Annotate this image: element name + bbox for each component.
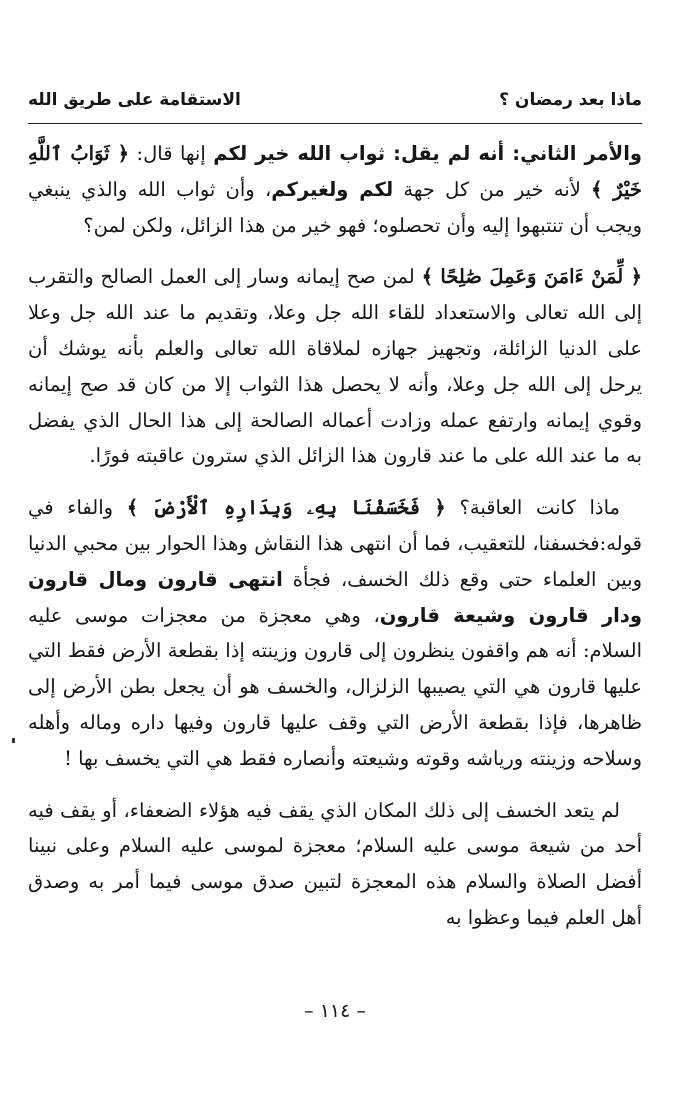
- paragraph-1: [28, 136, 642, 243]
- paragraph-3-bold: انتهى قارون ومال قارون ودار قارون وشيعة قارون: [28, 567, 642, 627]
- paragraph-1-bold: لكم ولغيركم: [271, 177, 394, 201]
- running-header: [28, 88, 642, 118]
- paragraph-3-text-a: ماذا كانت العاقبة؟: [445, 496, 620, 520]
- paragraph-1-lead: والأمر الثاني: أنه لم يقل: ثواب الله خير لكم: [213, 142, 642, 165]
- body-text: [28, 136, 642, 936]
- header-book-title: ماذا بعد رمضان ؟: [499, 90, 642, 110]
- paragraph-3: [28, 490, 642, 776]
- paragraph-3-text-c: ، وهي معجزة من معجزات موسى عليه السلام: أنه هم واقفون ينظرون إلى قارون وزينته إذا بقطعة الأرض فقط التي عليها قارون هي التي يصيبها الزلزال، والخسف هو أن يجعل بطن الأرض إلى ظاهرها، فإذا بقطعة الأرض التي وقف عليها قارون وفيها داره وماله وأهله وسلاحه وزينته ورياشه وقوته وشيعته وأنصاره فقط هي التي يخسف بها !: [28, 603, 642, 770]
- quran-verse-1: ﴿ ثَوَابُ ٱللَّهِ خَيْرٌ ﴾: [28, 142, 642, 201]
- book-page: [28, 0, 642, 1101]
- header-divider: [28, 123, 642, 124]
- paragraph-1-text-a: إنها قال:: [129, 142, 214, 165]
- page-number: – ١١٤ –: [304, 1000, 366, 1022]
- header-chapter-title: الاستقامة على طريق الله: [28, 90, 241, 110]
- paragraph-1-text-c: ، وأن ثواب الله والذي ينبغي ويجب أن تنتبهوا إليه وأن تحصلوه؛ فهو خير من هذا الزائل، ولكن لمن؟: [28, 177, 642, 237]
- scan-speck: [12, 738, 15, 743]
- paragraph-1-text-b: لأنه خير من كل جهة: [393, 177, 592, 201]
- quran-verse-2: ﴿ لِّمَنْ ءَامَنَ وَعَمِلَ صَٰلِحًا ﴾: [421, 265, 642, 289]
- paragraph-3-text-b: والفاء في قوله:فخسفنا، للتعقيب، فما أن انتهى هذا النقاش وهذا الحوار بين محبي الدنيا وبين العلماء حتى وقع ذلك الخسف، فجأة: [28, 496, 642, 591]
- paragraph-4-text: لم يتعد الخسف إلى ذلك المكان الذي يقف فيه هؤلاء الضعفاء، أو يقف فيه أحد من شيعة موسى عليه السلام؛ معجزة لموسى عليه السلام وعلى نبينا أفضل الصلاة والسلام هذه المعجزة لتبين صدق موسى فيما أمر به وصدق أهل العلم فيما وعظوا به: [28, 798, 642, 929]
- paragraph-2-text: لمن صح إيمانه وسار إلى العمل الصالح والتقرب إلى الله تعالى والاستعداد للقاء الله جل وعلا، وتقديم ما عند الله جل وعلا على الدنيا الزائلة، وتجهيز جهازه لملاقاة الله تعالى والعلم بأنه يوشك أن يرحل إلى الله جل وعلا، وأنه لا يحصل هذا الثواب إلا من كان قد صح إيمانه وقوي إيمانه وارتفع عمله وزادت أعماله الصالحة إلى هذا الحال الذي يفضل به ما عند الله على ما عند قارون هذا الزائل الذي سترون عاقبته فورًا.: [28, 265, 642, 468]
- quran-verse-3: ﴿ فَخَسَفْنَا بِهِۦ وَبِدَارِهِ ٱلْأَرْضَ ﴾: [126, 496, 446, 520]
- paragraph-4: [28, 793, 642, 936]
- paragraph-2: [28, 259, 642, 474]
